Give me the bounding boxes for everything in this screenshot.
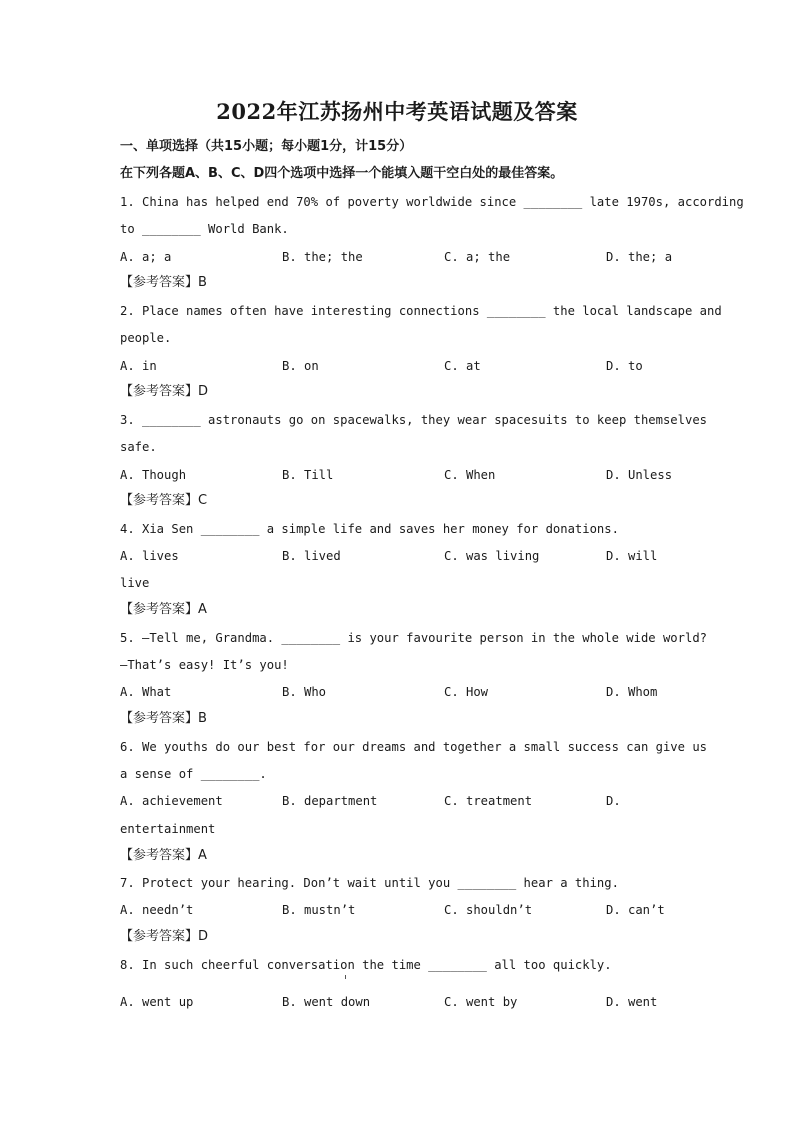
question-stem: 3. ________ astronauts go on spacewalks, they wear spacesuits to keep themselves — [120, 413, 707, 427]
answer-line — [120, 929, 680, 945]
option-a: A. in — [120, 359, 157, 373]
option-a: A. What — [120, 685, 172, 699]
option-b: B. Who — [282, 685, 327, 699]
option-d: D. Unless — [606, 468, 673, 482]
answer-line — [120, 275, 680, 291]
question-stem: 2. Place names often have interesting connections ________ the local landscape and — [120, 304, 722, 318]
option-b: B. mustn’t — [282, 903, 356, 917]
option-a: A. needn’t — [120, 903, 194, 917]
answer-line — [120, 602, 680, 618]
answer-label: 【参考答案】 — [120, 711, 199, 726]
answer-label: 【参考答案】 — [120, 848, 199, 863]
option-d: D. went — [606, 995, 658, 1009]
option-c: C. treatment — [444, 794, 533, 808]
options-row — [120, 793, 680, 809]
option-c: C. shouldn’t — [444, 903, 533, 917]
question-stem: 8. In such cheerful conversation the time ________ all too quickly. — [120, 958, 612, 972]
options-row — [120, 684, 680, 700]
option-b: B. lived — [282, 549, 341, 563]
options-row — [120, 994, 680, 1010]
answer-label: 【参考答案】 — [120, 493, 199, 508]
question-stem: 1. China has helped end 70% of poverty worldwide since ________ late 1970s, according — [120, 195, 744, 209]
question-stem: safe. — [120, 440, 157, 454]
option-d: D. Whom — [606, 685, 658, 699]
option-d: D. can’t — [606, 903, 665, 917]
options-row — [120, 902, 680, 918]
question-stem: to ________ World Bank. — [120, 222, 289, 236]
question-stem: people. — [120, 331, 172, 345]
answer-line — [120, 384, 680, 400]
section-heading: 一、单项选择（共15小题；每小题1分，计15分） — [120, 139, 413, 154]
option-c: C. When — [444, 468, 496, 482]
option-b: B. the; the — [282, 250, 363, 264]
option-d: D. — [606, 794, 621, 808]
option-a: A. Though — [120, 468, 187, 482]
question-stem: 6. We youths do our best for our dreams and together a small success can give us — [120, 740, 707, 754]
answer-line — [120, 711, 680, 727]
options-row — [120, 467, 680, 483]
answer-line — [120, 493, 680, 509]
options-row — [120, 358, 680, 374]
answer-line — [120, 848, 680, 864]
option-c: C. went by — [444, 995, 518, 1009]
answer-value: A — [198, 848, 207, 863]
answer-label: 【参考答案】 — [120, 384, 199, 399]
answer-label: 【参考答案】 — [120, 602, 199, 617]
option-a: A. went up — [120, 995, 194, 1009]
section-instruction: 在下列各题A、B、C、D四个选项中选择一个能填入题干空白处的最佳答案。 — [120, 166, 564, 181]
answer-label: 【参考答案】 — [120, 275, 199, 290]
stray-mark — [345, 975, 346, 979]
option-d: D. to — [606, 359, 643, 373]
option-b: B. on — [282, 359, 319, 373]
option-a: A. achievement — [120, 794, 223, 808]
option-continuation: entertainment — [120, 822, 216, 836]
question-stem: 4. Xia Sen ________ a simple life and saves her money for donations. — [120, 522, 619, 536]
question-stem: 5. —Tell me, Grandma. ________ is your favourite person in the whole wide world? — [120, 631, 707, 645]
option-d: D. will — [606, 549, 658, 563]
option-continuation: live — [120, 576, 150, 590]
page-title: 2022年江苏扬州中考英语试题及答案 — [216, 99, 578, 124]
options-row — [120, 548, 680, 564]
answer-value: A — [198, 602, 207, 617]
answer-label: 【参考答案】 — [120, 929, 199, 944]
options-row — [120, 249, 680, 265]
option-c: C. at — [444, 359, 481, 373]
question-stem: —That’s easy! It’s you! — [120, 658, 289, 672]
option-b: B. department — [282, 794, 378, 808]
option-b: B. Till — [282, 468, 334, 482]
option-a: A. lives — [120, 549, 179, 563]
answer-value: D — [198, 384, 209, 399]
option-c: C. a; the — [444, 250, 511, 264]
answer-value: B — [198, 711, 207, 726]
option-a: A. a; a — [120, 250, 172, 264]
option-d: D. the; a — [606, 250, 673, 264]
question-stem: 7. Protect your hearing. Don’t wait until you ________ hear a thing. — [120, 876, 619, 890]
question-stem: a sense of ________. — [120, 767, 267, 781]
option-b: B. went down — [282, 995, 371, 1009]
option-c: C. was living — [444, 549, 540, 563]
option-c: C. How — [444, 685, 489, 699]
answer-value: D — [198, 929, 209, 944]
answer-value: C — [198, 493, 208, 508]
answer-value: B — [198, 275, 207, 290]
